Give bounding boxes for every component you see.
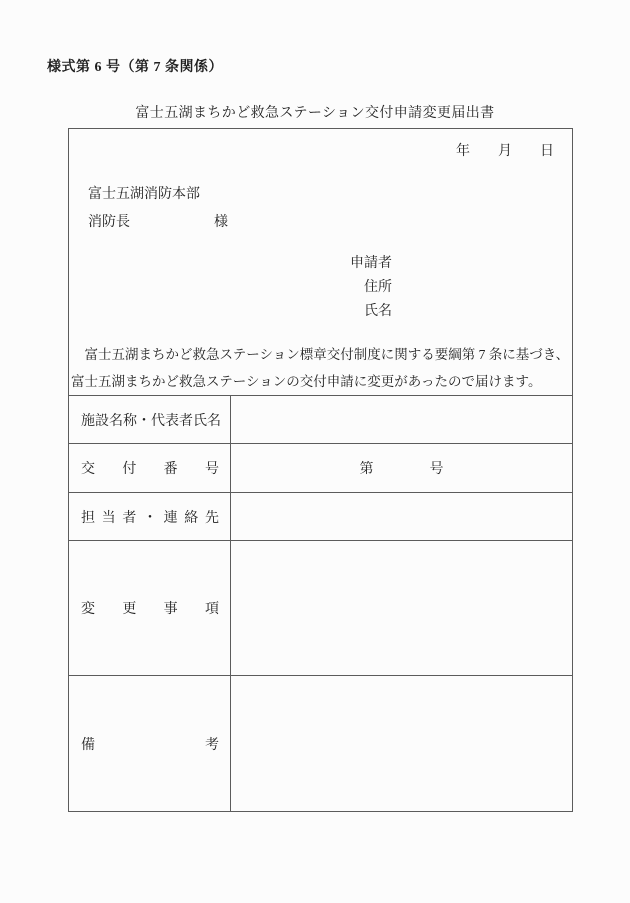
table-value-issue-number: 第 号 — [231, 443, 572, 492]
table-value-remarks — [231, 675, 572, 811]
body-paragraph — [71, 341, 572, 395]
form-box — [68, 128, 573, 812]
table-value-facility-representative — [231, 395, 572, 443]
applicant-label: 申請者 — [350, 256, 392, 271]
body-paragraph-line-2: 富士五湖まちかど救急ステーションの交付申請に変更があったので届けます。 — [71, 374, 542, 389]
table-value-changed-items — [231, 540, 572, 675]
applicant-address-label: 住所 — [364, 280, 392, 295]
table-label-issue-number — [69, 443, 231, 492]
table-label-text: 担 当 者 ・ 連 絡 先 — [81, 510, 219, 526]
table-label-facility-representative — [69, 395, 231, 443]
table-label-text: 交 付 番 号 — [81, 462, 219, 477]
recipient-organization: 富士五湖消防本部 — [88, 187, 200, 202]
body-paragraph-line-1: 富士五湖まちかど救急ステーション標章交付制度に関する要綱第 7 条に基づき、 — [71, 347, 570, 362]
form-number: 様式第 6 号（第 7 条関係） — [47, 60, 223, 75]
page-title: 富士五湖まちかど救急ステーション交付申請変更届出書 — [135, 106, 495, 121]
table-label-changed-items — [69, 540, 231, 675]
form-table — [69, 395, 572, 811]
table-label-text: 備 考 — [81, 737, 219, 753]
table-label-text: 施 設 名 称 ・ 代 表 者 氏 名 — [81, 413, 221, 429]
recipient-title-honorific: 消防長 様 — [88, 215, 228, 230]
table-label-remarks — [69, 675, 231, 811]
date-line: 年 月 日 — [456, 144, 554, 159]
table-label-text: 変 更 事 項 — [81, 602, 219, 617]
table-label-contact-person — [69, 492, 231, 540]
applicant-name-label: 氏名 — [364, 304, 392, 319]
table-value-contact-person — [231, 492, 572, 540]
